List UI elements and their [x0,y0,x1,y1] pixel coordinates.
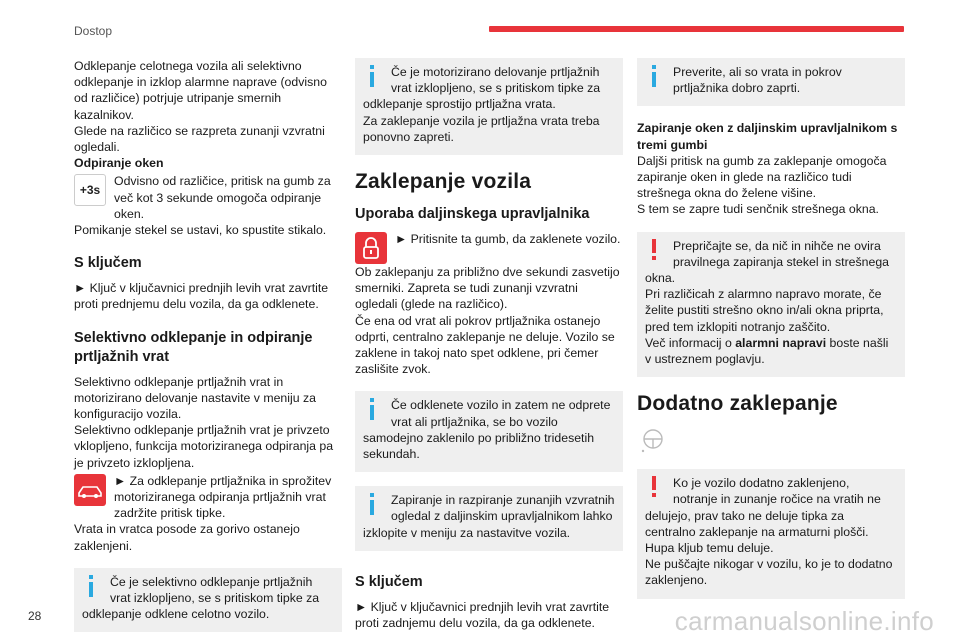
header-title: Dostop [74,24,113,38]
warning-note [637,232,905,378]
header-accent-bar [489,26,904,32]
warning-icon [645,476,663,498]
note-text: Prepričajte se, da nič in nihče ne ovira pravilnega zapiranja stekel in strešnega okna. [645,238,890,286]
info-icon [645,65,663,87]
note-text: Hupa kljub temu deluje. [645,541,774,556]
padlock-icon [355,232,387,264]
info-note [355,58,623,155]
info-note [74,568,342,633]
close-windows-heading: Zapiranje oken z daljinskim upravljalnikom s tremi gumbi [637,121,898,152]
page-number: 28 [28,609,42,623]
section-title-deadlocking: Dodatno zaklepanje [637,392,838,416]
paragraph: ► Ključ v ključavnici prednjih levih vrat zavrtite proti prednjemu delu vozila, da ga odklenete. [74,281,329,312]
column-2 [355,58,623,631]
paragraph: Glede na različico se razpreta zunanji vzvratni ogledali. [74,123,325,155]
note-text: Če odklenete vozilo in zatem ne odprete vrat ali prtljažnika, se bo vozilo samodejno zaklenilo po približno tridesetih sekundah. [363,398,611,462]
paragraph: Odvisno od različice, pritisk na gumb za več kot 3 sekunde omogoča odpiranje oken. [114,174,331,221]
column-3 [637,58,905,613]
windows-heading: Odpiranje oken [74,156,164,171]
paragraph: Vrata in vratca posode za gorivo ostanejo zaklenjeni. [74,522,300,553]
note-text: Pri različicah z alarmno napravo morate, če želite pustiti strešno okno in/ali okna priprta, pred tem izklopiti notranjo zaščito. [645,287,884,334]
paragraph: Ob zaklepanju za približno dve sekundi zasvetijo smerniki. Zapreta se tudi zunanji vzvratni ogledali (glede na različico). [355,265,620,312]
windows-icon-row [74,173,342,222]
paragraph: ► Ključ v ključavnici prednjih levih vrat zavrtite proti zadnjemu delu vozila, da ga odklenete. [355,599,610,631]
watermark: carmanualsonline.info [674,606,934,636]
note-text: Ne puščajte nikogar v vozilu, ko je to dodatno zaklenjeno. [645,557,893,588]
paragraph: ► Za odklepanje prtljažnika in sprožitev motoriziranega odpiranja prtljažnih vrat zadržite pritisk tipke. [114,473,332,521]
column-1 [74,58,342,640]
paragraph: Če ena od vrat ali pokrov prtljažnika ostanejo odprti, centralno zaklepanje ne deluje. Vozilo se zaklene in takoj nato spet odklene, pri čemer zaslišite zvok. [355,313,615,377]
key-heading: S ključem [74,255,142,272]
info-note [355,486,623,551]
note-text: Ko je vozilo dodatno zaklenjeno, notranje in zunanje ročice na vratih ne delujejo, prav tako ne deluje tipka za centralno zaklepanje na armaturni plošči. [645,476,881,539]
info-icon [363,65,381,87]
info-note [355,391,623,472]
paragraph: ► Pritisnite ta gumb, da zaklenete vozilo. [395,232,621,247]
note-text: Preverite, ali so vrata in pokrov prtljažnika dobro zaprti. [673,65,842,96]
note-text: Če je motorizirano delovanje prtljažnih vrat izklopljeno, se s pritiskom tipke za odklepanje sprostijo prtljažna vrata. [363,65,601,112]
note-text: Za zaklepanje vozila je prtljažna vrata treba ponovno zapreti. [363,113,600,144]
alarm-reference: alarmni napravi [735,335,827,350]
hold-3s-icon: +3s [74,174,106,206]
key-heading: S ključem [355,573,423,590]
info-icon [363,493,381,515]
note-text: Več informacij o alarmni napravi boste našli v ustreznem poglavju. [645,335,889,367]
lock-icon-row [355,231,623,264]
paragraph: Selektivno odklepanje prtljažnih vrat in motorizirano delovanje nastavite v meniju za konfiguracijo vozila. [74,374,316,422]
car-trunk-icon [74,474,106,506]
paragraph: S tem se zapre tudi senčnik strešnega okna. [637,202,879,217]
warning-note [637,469,905,598]
info-icon [82,575,100,597]
info-icon [363,398,381,420]
paragraph: Odklepanje celotnega vozila ali selektivno odklepanje in izklop alarmne naprave (odvisno od različice) potrjuje utripanje smernih kazalnikov. [74,59,327,122]
paragraph: Selektivno odklepanje prtljažnih vrat je privzeto vklopljeno, funkcija motoriziranega odpiranja pa je privzeto izklopljena. [74,423,334,470]
note-text: Zapiranje in razpiranje zunanjih vzvratnih ogledal z daljinskim upravljalnikom lahko izklopite v meniju za nastavitve vozila. [363,493,615,540]
note-text: Če je selektivno odklepanje prtljažnih vrat izklopljeno, se s pritiskom tipke za odklepanje odklene celotno vozilo. [82,574,320,622]
steering-wheel-icon [639,427,667,455]
warning-icon [645,239,663,261]
paragraph: Daljši pritisk na gumb za zaklepanje omogoča zapiranje oken in glede na različico tudi strešnega okna do želene višine. [637,153,887,201]
trunk-icon-row [74,473,342,522]
paragraph: Pomikanje stekel se ustavi, ko spustite stikalo. [74,223,327,238]
selective-heading: Selektivno odklepanje in odpiranje prtljažnih vrat [74,329,313,365]
remote-heading: Uporaba daljinskega upravljalnika [355,206,590,223]
section-title-locking: Zaklepanje vozila [355,170,532,194]
info-note [637,58,905,106]
